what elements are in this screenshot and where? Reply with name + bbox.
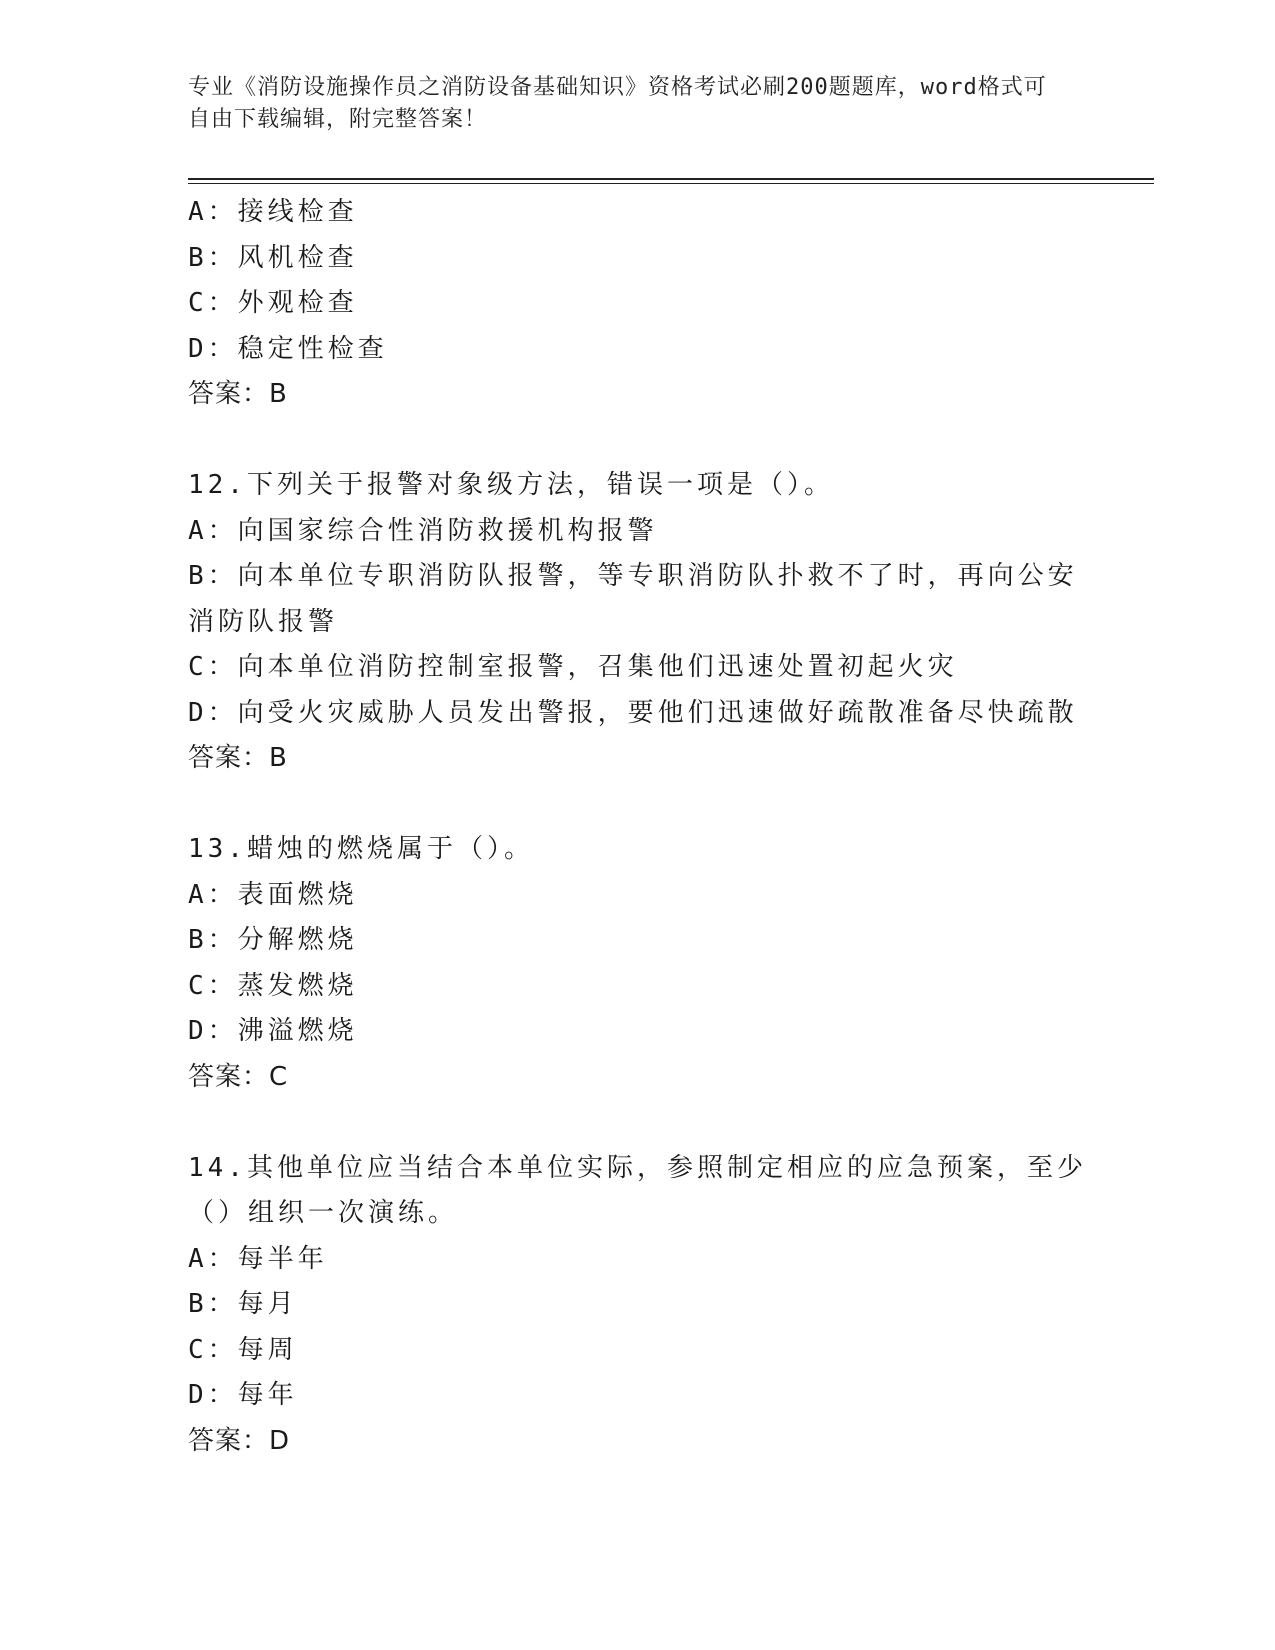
- option-c: C：外观检查: [188, 288, 358, 318]
- question-block-13: [188, 827, 1088, 1100]
- option-d: D：稳定性检查: [188, 333, 388, 364]
- option-c: C：蒸发燃烧: [188, 970, 358, 1001]
- question-text: 12.下列关于报警对象级方法，错误一项是（）。: [188, 470, 834, 500]
- block-spacer: [188, 418, 1088, 464]
- header-rule-thick: [188, 178, 1154, 180]
- question-text: 13.蜡烛的燃烧属于（）。: [188, 834, 534, 864]
- option-d: D：向受火灾威胁人员发出警报，要他们迅速做好疏散准备尽快疏散: [188, 697, 1078, 728]
- option-a: A：每半年: [188, 1243, 328, 1274]
- question-list: [188, 190, 1088, 1464]
- question-text: 14.其他单位应当结合本单位实际，参照制定相应的应急预案，至少（）组织一次演练。: [188, 1152, 1087, 1228]
- answer-line: 答案：B: [188, 743, 288, 773]
- option-b: B：风机检查: [188, 242, 358, 273]
- option-a: A：接线检查: [188, 197, 358, 227]
- option-c: C：向本单位消防控制室报警，召集他们迅速处置初起火灾: [188, 652, 958, 682]
- option-b: B：每月: [188, 1289, 298, 1319]
- question-block-11: [188, 190, 1088, 418]
- answer-line: 答案：C: [188, 1061, 289, 1092]
- question-block-14: [188, 1146, 1088, 1465]
- option-d: D：沸溢燃烧: [188, 1016, 358, 1046]
- option-b: B：分解燃烧: [188, 925, 358, 955]
- question-block-12: [188, 463, 1088, 782]
- option-a: A：向国家综合性消防救援机构报警: [188, 515, 658, 546]
- option-a: A：表面燃烧: [188, 879, 358, 910]
- answer-line: 答案：D: [188, 1425, 291, 1456]
- answer-line: 答案：B: [188, 379, 288, 409]
- document-header: 专业《消防设施操作员之消防设备基础知识》资格考试必刷200题题库，word格式可自由下载编辑，附完整答案！: [188, 75, 1047, 132]
- option-b: B：向本单位专职消防队报警，等专职消防队扑救不了时，再向公安消防队报警: [188, 561, 1078, 637]
- header-rule-thin: [188, 183, 1154, 184]
- option-c: C：每周: [188, 1334, 298, 1365]
- option-d: D：每年: [188, 1380, 298, 1410]
- block-spacer: [188, 1100, 1088, 1146]
- block-spacer: [188, 782, 1088, 828]
